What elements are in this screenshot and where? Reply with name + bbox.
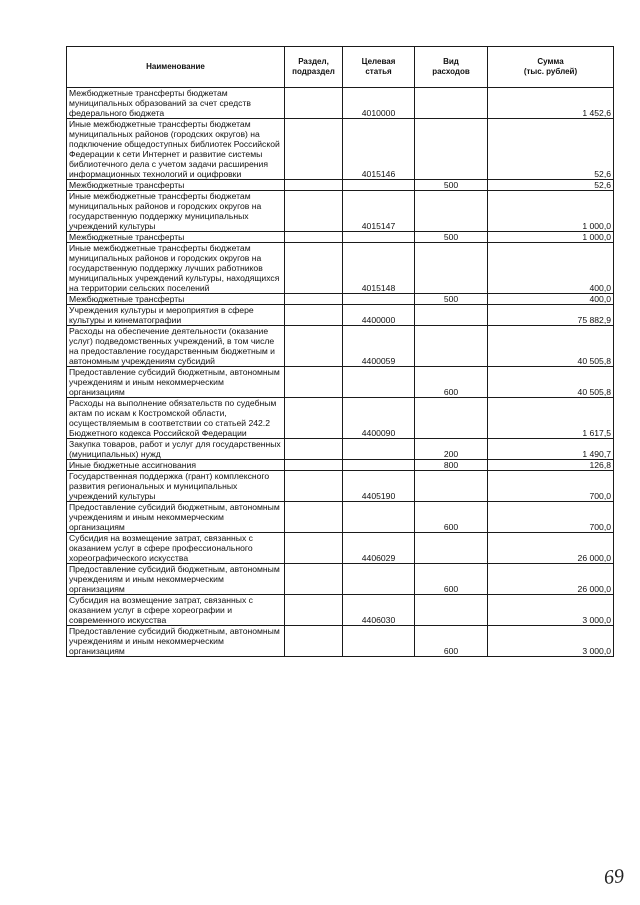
row-sum: 26 000,0 xyxy=(488,533,614,564)
table-row xyxy=(67,595,614,626)
row-section xyxy=(285,460,343,471)
row-target-article: 4400090 xyxy=(343,398,415,439)
row-expense-type: 600 xyxy=(415,626,488,657)
row-sum: 52,6 xyxy=(488,180,614,191)
row-expense-type xyxy=(415,119,488,180)
row-target-article xyxy=(343,502,415,533)
row-name: Иные межбюджетные трансферты бюджетам муниципальных районов и городских округов на государственную поддержку муниципальных учреждений культуры xyxy=(67,191,285,232)
row-sum: 1 000,0 xyxy=(488,232,614,243)
table-row xyxy=(67,232,614,243)
row-section xyxy=(285,191,343,232)
row-expense-type xyxy=(415,305,488,326)
row-section xyxy=(285,305,343,326)
row-target-article: 4406029 xyxy=(343,533,415,564)
row-sum: 40 505,8 xyxy=(488,367,614,398)
row-name: Расходы на обеспечение деятельности (оказание услуг) подведомственных учреждений, в том числе на предоставление государственным бюджетным и автономным учреждениям субсидий xyxy=(67,326,285,367)
row-name: Учреждения культуры и мероприятия в сфере культуры и кинематографии xyxy=(67,305,285,326)
row-sum: 1 617,5 xyxy=(488,398,614,439)
row-target-article xyxy=(343,294,415,305)
row-target-article: 4015146 xyxy=(343,119,415,180)
row-name: Государственная поддержка (грант) комплексного развития региональных и муниципальных учреждений культуры xyxy=(67,471,285,502)
row-name: Межбюджетные трансферты xyxy=(67,294,285,305)
row-target-article xyxy=(343,367,415,398)
row-expense-type: 200 xyxy=(415,439,488,460)
table-row xyxy=(67,180,614,191)
row-section xyxy=(285,119,343,180)
table-row xyxy=(67,119,614,180)
row-target-article: 4405190 xyxy=(343,471,415,502)
row-name: Субсидия на возмещение затрат, связанных с оказанием услуг в сфере профессионального хореографического искусства xyxy=(67,533,285,564)
row-sum: 40 505,8 xyxy=(488,326,614,367)
row-expense-type xyxy=(415,88,488,119)
row-target-article: 4015147 xyxy=(343,191,415,232)
row-sum: 400,0 xyxy=(488,294,614,305)
row-sum: 1 490,7 xyxy=(488,439,614,460)
row-sum: 700,0 xyxy=(488,471,614,502)
row-sum: 52,6 xyxy=(488,119,614,180)
row-name: Иные межбюджетные трансферты бюджетам муниципальных районов и городских округов на государственную поддержку лучших работников муниципальных учреждений культуры, находящихся на территории сельских поселений xyxy=(67,243,285,294)
row-sum: 1 452,6 xyxy=(488,88,614,119)
row-expense-type: 800 xyxy=(415,460,488,471)
row-expense-type xyxy=(415,595,488,626)
row-section xyxy=(285,294,343,305)
table-row xyxy=(67,305,614,326)
table-row xyxy=(67,294,614,305)
row-sum: 75 882,9 xyxy=(488,305,614,326)
row-target-article xyxy=(343,626,415,657)
table-row xyxy=(67,564,614,595)
row-name: Предоставление субсидий бюджетным, автономным учреждениям и иным некоммерческим организациям xyxy=(67,367,285,398)
row-section xyxy=(285,88,343,119)
table-row xyxy=(67,243,614,294)
row-section xyxy=(285,439,343,460)
row-expense-type: 500 xyxy=(415,232,488,243)
row-section xyxy=(285,243,343,294)
row-target-article: 4400059 xyxy=(343,326,415,367)
row-name: Иные бюджетные ассигнования xyxy=(67,460,285,471)
row-section xyxy=(285,471,343,502)
table-row xyxy=(67,502,614,533)
row-section xyxy=(285,398,343,439)
row-name: Закупка товаров, работ и услуг для государственных (муниципальных) нужд xyxy=(67,439,285,460)
row-section xyxy=(285,502,343,533)
row-name: Иные межбюджетные трансферты бюджетам муниципальных районов (городских округов) на подключение общедоступных библиотек Российской Федерации к сети Интернет и развитие системы библиотечного дела с учетом задачи расширения информационных технологий и оцифровки xyxy=(67,119,285,180)
row-section xyxy=(285,232,343,243)
budget-table xyxy=(66,46,614,657)
table-header-row xyxy=(67,47,614,88)
row-section xyxy=(285,326,343,367)
table-row xyxy=(67,460,614,471)
row-expense-type: 500 xyxy=(415,294,488,305)
row-name: Межбюджетные трансферты xyxy=(67,180,285,191)
row-section xyxy=(285,533,343,564)
table-row xyxy=(67,439,614,460)
row-target-article: 4015148 xyxy=(343,243,415,294)
row-name: Расходы на выполнение обязательств по судебным актам по искам к Костромской области, осуществляемым в соответствии со статьей 242.2 Бюджетного кодекса Российской Федерации xyxy=(67,398,285,439)
row-sum: 400,0 xyxy=(488,243,614,294)
table-row xyxy=(67,88,614,119)
table-row xyxy=(67,191,614,232)
row-expense-type: 600 xyxy=(415,564,488,595)
row-section xyxy=(285,595,343,626)
row-name: Субсидия на возмещение затрат, связанных с оказанием услуг в сфере хореографии и современного искусства xyxy=(67,595,285,626)
row-expense-type xyxy=(415,326,488,367)
row-name: Межбюджетные трансферты xyxy=(67,232,285,243)
table-row xyxy=(67,471,614,502)
row-name: Предоставление субсидий бюджетным, автономным учреждениям и иным некоммерческим организациям xyxy=(67,564,285,595)
row-target-article xyxy=(343,439,415,460)
header-target-article: Целевая статья xyxy=(343,47,415,88)
page-number: 69 xyxy=(602,865,626,889)
row-sum: 3 000,0 xyxy=(488,626,614,657)
row-target-article: 4010000 xyxy=(343,88,415,119)
table-row xyxy=(67,398,614,439)
row-sum: 126,8 xyxy=(488,460,614,471)
row-section xyxy=(285,180,343,191)
row-section xyxy=(285,367,343,398)
row-target-article: 4400000 xyxy=(343,305,415,326)
row-sum: 3 000,0 xyxy=(488,595,614,626)
table-row xyxy=(67,367,614,398)
row-name: Предоставление субсидий бюджетным, автономным учреждениям и иным некоммерческим организациям xyxy=(67,502,285,533)
row-name: Межбюджетные трансферты бюджетам муниципальных образований за счет средств федерального бюджета xyxy=(67,88,285,119)
row-section xyxy=(285,564,343,595)
row-expense-type xyxy=(415,243,488,294)
table-body xyxy=(67,88,614,657)
header-sum: Сумма (тыс. рублей) xyxy=(488,47,614,88)
row-sum: 1 000,0 xyxy=(488,191,614,232)
row-expense-type: 500 xyxy=(415,180,488,191)
row-section xyxy=(285,626,343,657)
table-row xyxy=(67,533,614,564)
row-target-article: 4406030 xyxy=(343,595,415,626)
row-expense-type xyxy=(415,533,488,564)
row-target-article xyxy=(343,460,415,471)
row-sum: 700,0 xyxy=(488,502,614,533)
row-target-article xyxy=(343,180,415,191)
row-expense-type: 600 xyxy=(415,502,488,533)
header-section: Раздел, подраздел xyxy=(285,47,343,88)
row-expense-type xyxy=(415,191,488,232)
header-name: Наименование xyxy=(67,47,285,88)
row-expense-type: 600 xyxy=(415,367,488,398)
row-expense-type xyxy=(415,398,488,439)
header-expense-type: Вид расходов xyxy=(415,47,488,88)
row-target-article xyxy=(343,232,415,243)
row-sum: 26 000,0 xyxy=(488,564,614,595)
table-row xyxy=(67,626,614,657)
row-target-article xyxy=(343,564,415,595)
row-expense-type xyxy=(415,471,488,502)
row-name: Предоставление субсидий бюджетным, автономным учреждениям и иным некоммерческим организациям xyxy=(67,626,285,657)
table-row xyxy=(67,326,614,367)
